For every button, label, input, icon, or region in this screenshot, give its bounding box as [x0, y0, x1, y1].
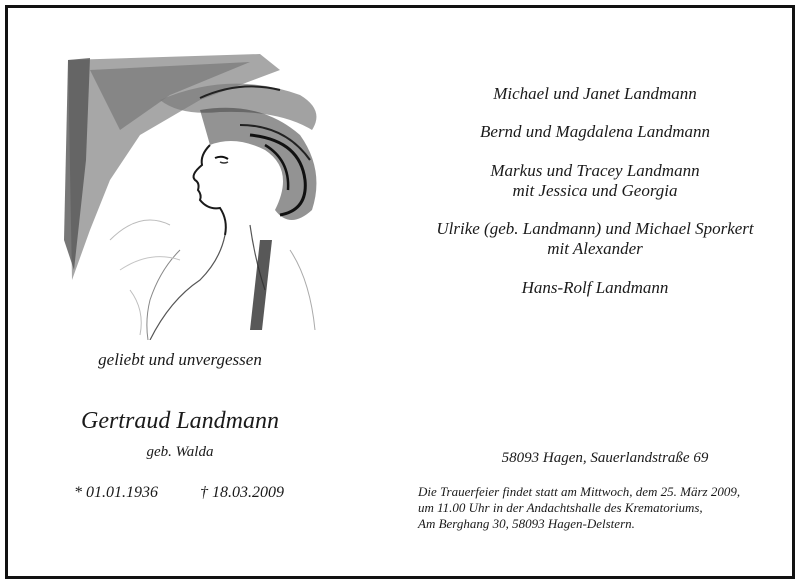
memorial-tagline: geliebt und unvergessen [98, 350, 262, 369]
birth-date: * 01.01.1936 [74, 484, 158, 501]
family-line: Bernd und Magdalena Landmann [480, 122, 710, 141]
family-line: Ulrike (geb. Landmann) und Michael Sporkert [436, 219, 754, 238]
family-entry-1 [410, 84, 780, 104]
family-address: 58093 Hagen, Sauerlandstraße 69 [501, 450, 709, 466]
funeral-notice-line: um 11.00 Uhr in der Andachtshalle des Krematoriums, [418, 500, 703, 515]
family-line: Hans-Rolf Landmann [521, 278, 669, 297]
family-line: Markus und Tracey Landmann [490, 161, 700, 180]
maiden-name: geb. Walda [146, 444, 214, 460]
family-entry-3 [410, 161, 780, 201]
family-line: mit Jessica und Georgia [512, 181, 678, 200]
funeral-notice [418, 484, 770, 532]
death-date: † 18.03.2009 [200, 484, 284, 501]
family-line: Michael und Janet Landmann [493, 84, 697, 103]
family-entry-4 [410, 219, 780, 259]
funeral-notice-line: Die Trauerfeier findet statt am Mittwoch, dem 25. März 2009, [418, 484, 741, 499]
family-entry-5 [410, 278, 780, 298]
family-line: mit Alexander [547, 239, 643, 258]
deceased-name: Gertraud Landmann [80, 408, 279, 434]
family-entry-2 [410, 122, 780, 142]
portrait-sketch-image [50, 40, 350, 340]
funeral-notice-line: Am Berghang 30, 58093 Hagen-Delstern. [418, 516, 635, 531]
